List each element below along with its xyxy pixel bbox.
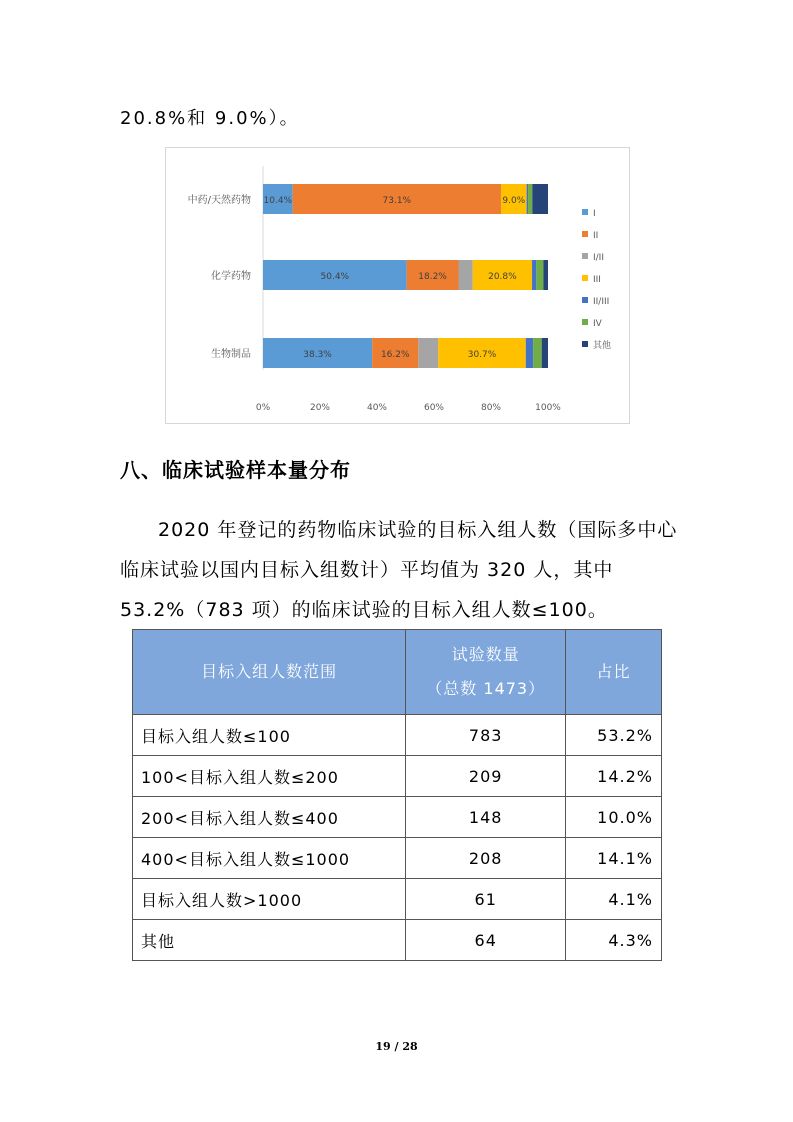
header-count bbox=[406, 630, 566, 715]
legend-swatch bbox=[582, 341, 588, 347]
legend-label: I/II bbox=[593, 253, 604, 263]
data-label: 16.2% bbox=[380, 350, 410, 360]
legend-swatch bbox=[582, 253, 588, 259]
bar-segment bbox=[527, 184, 528, 214]
cell-ratio: 14.2% bbox=[566, 756, 662, 797]
bar-segment bbox=[542, 338, 548, 368]
legend-label: I bbox=[593, 209, 596, 219]
cell-count: 148 bbox=[406, 797, 566, 838]
table-row bbox=[133, 920, 662, 961]
bar-segment bbox=[533, 338, 542, 368]
bar-segment bbox=[536, 260, 543, 290]
data-label: 73.1% bbox=[382, 196, 412, 206]
legend-label: IV bbox=[593, 319, 602, 329]
table-row bbox=[133, 797, 662, 838]
intro-line: 20.8%和 9.0%）。 bbox=[120, 108, 300, 129]
header-count-line2: （总数 1473） bbox=[426, 679, 546, 698]
bar-segment bbox=[528, 184, 532, 214]
section-heading: 八、临床试验样本量分布 bbox=[120, 458, 351, 482]
cell-ratio: 4.3% bbox=[566, 920, 662, 961]
bar-segment bbox=[543, 260, 548, 290]
cell-range: 目标入组人数≤100 bbox=[133, 715, 406, 756]
legend-swatch bbox=[582, 209, 588, 215]
legend-swatch bbox=[582, 231, 588, 237]
legend-swatch bbox=[582, 319, 588, 325]
data-label: 9.0% bbox=[502, 196, 526, 206]
cell-range: 目标入组人数>1000 bbox=[133, 879, 406, 920]
table-header-row bbox=[133, 630, 662, 715]
category-label: 化学药物 bbox=[211, 271, 251, 282]
data-label: 20.8% bbox=[488, 272, 517, 282]
paragraph bbox=[120, 510, 680, 630]
cell-ratio: 4.1% bbox=[566, 879, 662, 920]
table-row bbox=[133, 756, 662, 797]
legend-label: III bbox=[593, 275, 601, 285]
x-tick-label: 60% bbox=[423, 403, 445, 413]
legend-swatch bbox=[582, 275, 588, 281]
legend-label: 其他 bbox=[593, 341, 612, 351]
cell-ratio: 14.1% bbox=[566, 838, 662, 879]
legend-label: II bbox=[593, 231, 599, 241]
table-row bbox=[133, 715, 662, 756]
header-count-line1: 试验数量 bbox=[451, 645, 520, 664]
cell-range: 100<目标入组人数≤200 bbox=[133, 756, 406, 797]
table-row bbox=[133, 879, 662, 920]
cell-range: 其他 bbox=[133, 920, 406, 961]
cell-count: 64 bbox=[406, 920, 566, 961]
x-tick-label: 40% bbox=[366, 403, 388, 413]
cell-range: 400<目标入组人数≤1000 bbox=[133, 838, 406, 879]
chart-svg bbox=[166, 148, 629, 423]
page-number: 19 / 28 bbox=[375, 1040, 418, 1053]
x-tick-label: 0% bbox=[255, 403, 271, 413]
table-row bbox=[133, 838, 662, 879]
bar-segment bbox=[532, 260, 536, 290]
header-ratio: 占比 bbox=[566, 630, 662, 715]
paragraph-text: 2020 年登记的药物临床试验的目标入组人数（国际多中心临床试验以国内目标入组数计）平均值为 320 人，其中 53.2%（783 项）的临床试验的目标入组人数≤100。 bbox=[120, 519, 678, 621]
sample-size-table bbox=[132, 629, 662, 961]
category-label: 生物制品 bbox=[211, 349, 251, 360]
data-label: 10.4% bbox=[263, 196, 293, 206]
cell-range: 200<目标入组人数≤400 bbox=[133, 797, 406, 838]
bar-segment bbox=[459, 260, 473, 290]
cell-count: 61 bbox=[406, 879, 566, 920]
data-label: 50.4% bbox=[320, 272, 350, 282]
cell-count: 209 bbox=[406, 756, 566, 797]
cell-count: 208 bbox=[406, 838, 566, 879]
data-label: 18.2% bbox=[418, 272, 447, 282]
cell-ratio: 53.2% bbox=[566, 715, 662, 756]
bar-segment bbox=[532, 184, 548, 214]
data-label: 30.7% bbox=[467, 350, 497, 360]
x-tick-label: 20% bbox=[309, 403, 331, 413]
x-tick-label: 100% bbox=[535, 403, 561, 413]
data-label: 38.3% bbox=[303, 350, 332, 360]
legend-swatch bbox=[582, 297, 588, 303]
cell-count: 783 bbox=[406, 715, 566, 756]
bar-segment bbox=[418, 338, 438, 368]
cell-ratio: 10.0% bbox=[566, 797, 662, 838]
legend-label: II/III bbox=[593, 297, 610, 307]
category-label: 中药/天然药物 bbox=[187, 195, 251, 206]
x-tick-label: 80% bbox=[480, 403, 502, 413]
bar-segment bbox=[526, 338, 533, 368]
header-range: 目标入组人数范围 bbox=[133, 630, 406, 715]
stacked-bar-chart bbox=[165, 147, 630, 424]
